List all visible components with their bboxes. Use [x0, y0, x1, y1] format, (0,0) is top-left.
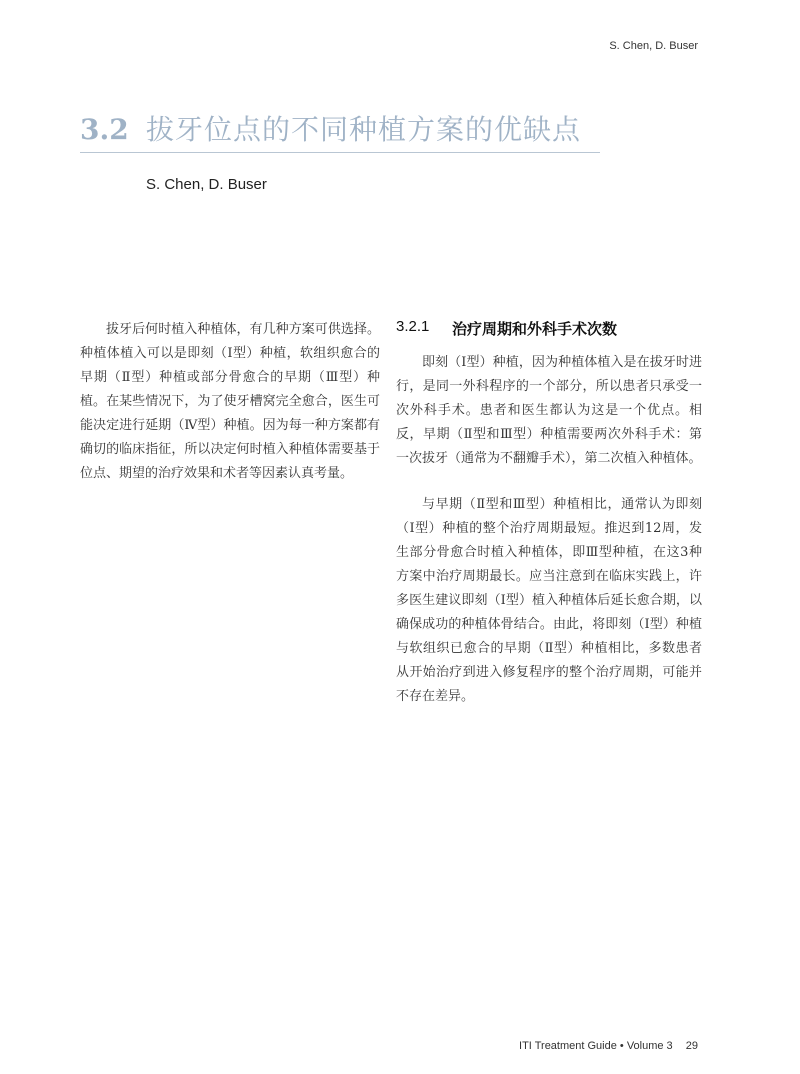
section-number: 3.2	[80, 113, 129, 146]
right-paragraph-2: 与早期（Ⅱ型和Ⅲ型）种植相比，通常认为即刻（Ⅰ型）种植的整个治疗周期最短。推迟到12周，发生部分骨愈合时植入种植体，即Ⅲ型种植，在这3种方案中治疗周期最长。应当注意到在临床实践上，许多医生建议即刻（Ⅰ型）植入种植体后延长愈合期，以确保成功的种植体骨结合。由此，将即刻（Ⅰ型）种植与软组织已愈合的早期（Ⅱ型）种植相比，多数患者从开始治疗到进入修复程序的整个治疗周期，可能并不存在差异。	[396, 497, 702, 704]
section-title-row	[80, 108, 600, 153]
page-number: 29	[685, 1040, 698, 1052]
section-title: 拔牙位点的不同种植方案的优缺点	[146, 113, 582, 146]
left-column-paragraph: 拔牙后何时植入种植体，有几种方案可供选择。种植体植入可以是即刻（Ⅰ型）种植，软组织愈合的早期（Ⅱ型）种植或部分骨愈合的早期（Ⅲ型）种植。在某些情况下，为了使牙槽窝完全愈合，医生可能决定进行延期（Ⅳ型）种植。因为每一种方案都有确切的临床指征，所以决定何时植入种植体需要基于位点、期望的治疗效果和术者等因素认真考量。	[80, 322, 380, 481]
subsection-number: 3.2.1	[396, 318, 430, 335]
subsection-title: 治疗周期和外科手术次数	[452, 321, 618, 338]
right-column	[396, 318, 702, 731]
page-footer	[519, 1040, 698, 1052]
footer-book-title: ITI Treatment Guide • Volume 3	[519, 1040, 673, 1052]
right-paragraph-1: 即刻（Ⅰ型）种植，因为种植体植入是在拔牙时进行，是同一外科程序的一个部分，所以患者只承受一次外科手术。患者和医生都认为这是一个优点。相反，早期（Ⅱ型和Ⅲ型）种植需要两次外科手术：第一次拔牙（通常为不翻瓣手术），第二次植入种植体。	[396, 355, 702, 466]
subsection-heading	[396, 318, 702, 339]
running-head: S. Chen, D. Buser	[609, 40, 698, 52]
section-authors: S. Chen, D. Buser	[146, 176, 267, 193]
